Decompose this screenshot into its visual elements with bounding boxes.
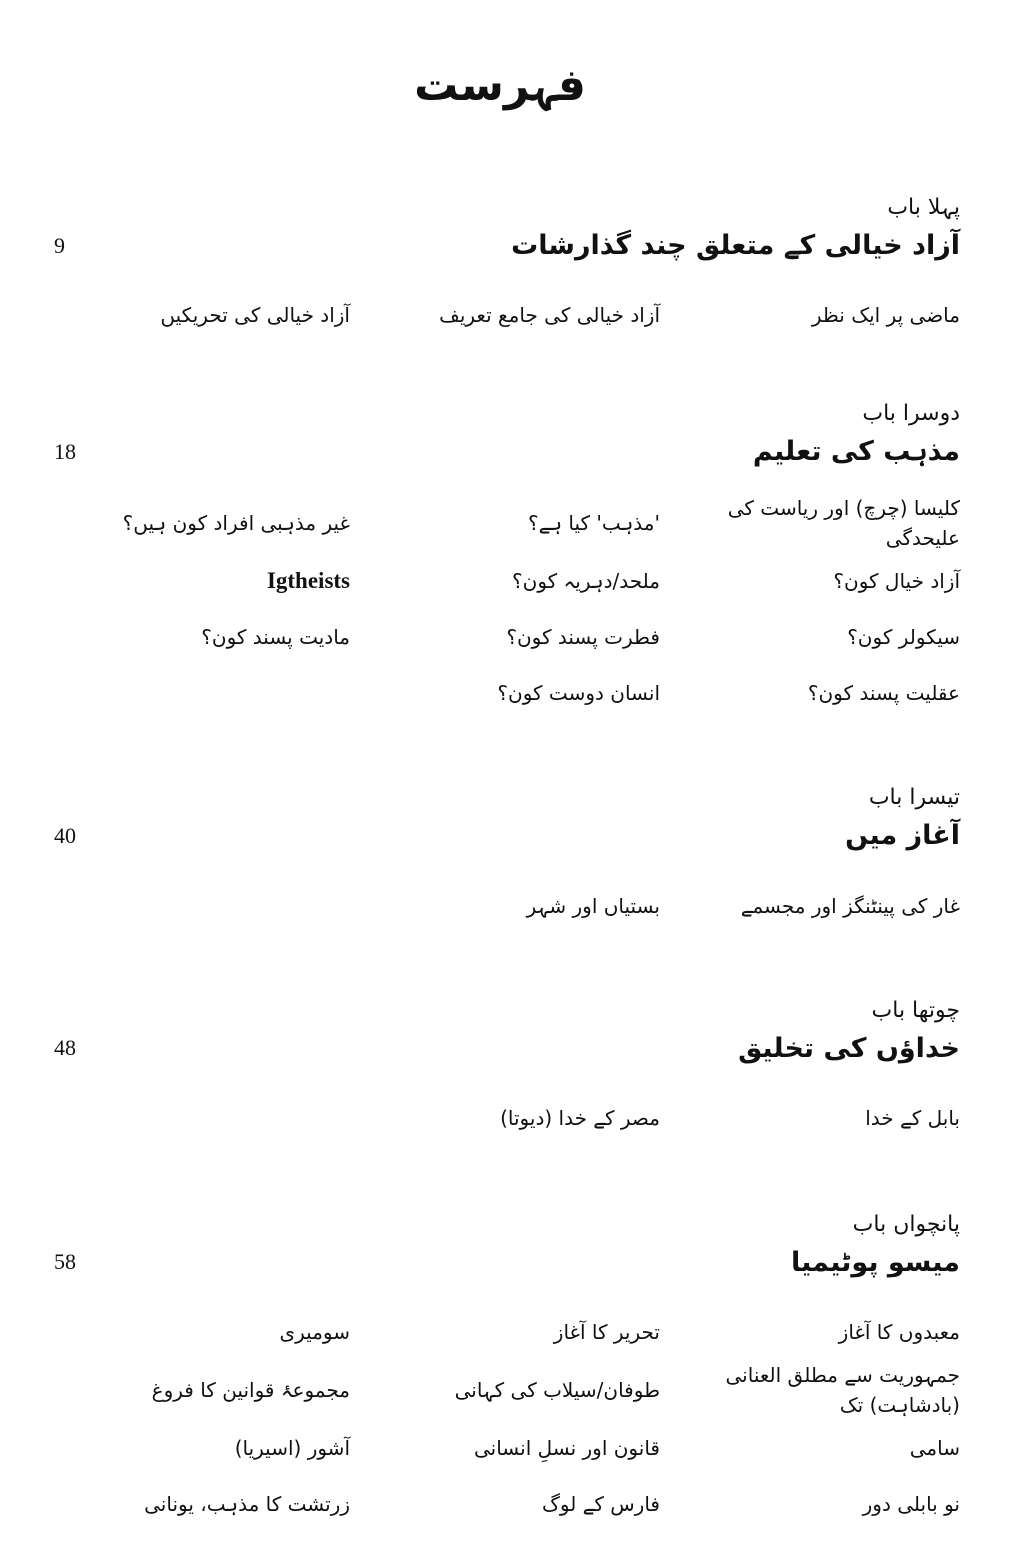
toc-entry: عقلیت پسند کون؟ (807, 681, 960, 706)
toc-entry: تحریر کا آغاز (553, 1319, 660, 1344)
toc-entry: Igtheists (266, 568, 350, 594)
toc-row (40, 1090, 960, 1146)
toc-row (40, 665, 960, 721)
toc-entry: طوفان/سیلاب کی کہانی (454, 1377, 660, 1402)
toc-entry: بابل کے خدا (865, 1105, 960, 1130)
chapter-page-number: 9 (54, 232, 65, 258)
toc-entry: نو بابلی دور (862, 1491, 960, 1516)
toc-row (40, 553, 960, 609)
chapter-title: میسو پوٹیمیا (790, 1246, 960, 1278)
toc-row (40, 493, 960, 553)
toc-entry: غار کی پینٹنگز اور مجسمے (740, 893, 960, 918)
toc-row (40, 1304, 960, 1360)
toc-entry: آشور (اسیریا) (234, 1435, 350, 1460)
chapter-label: تیسرا باب (868, 785, 960, 811)
chapter-page-number: 48 (54, 1035, 76, 1061)
toc-entry: معبدوں کا آغاز (838, 1319, 960, 1344)
toc-entry: آزاد خیالی کی جامع تعریف (439, 303, 660, 328)
chapter-title: مذہب کی تعلیم (752, 436, 960, 468)
chapter-label: پہلا باب (887, 195, 960, 220)
chapter-section-2 (40, 397, 960, 721)
toc-entry: قانون اور نسلِ انسانی (473, 1435, 660, 1460)
chapter-page-number: 40 (54, 822, 76, 848)
toc-row (40, 1360, 960, 1420)
toc-entry: زرتشت کا مذہب، یونانی (144, 1491, 350, 1516)
toc-entry: مادیت پسند کون؟ (201, 625, 350, 650)
chapter-section-3 (40, 781, 960, 933)
toc-row (40, 287, 960, 343)
toc-entry: ماضی پر ایک نظر (811, 303, 960, 328)
chapter-label: پانچواں باب (852, 1211, 960, 1237)
toc-entry: سامی (909, 1435, 960, 1460)
toc-entry: آزاد خیالی کی تحریکیں (160, 303, 350, 328)
chapter-page-number: 18 (54, 438, 76, 464)
toc-entry: ملحد/دہریہ کون؟ (512, 569, 660, 594)
toc-entry: 'مذہب' کیا ہے؟ (528, 511, 660, 536)
toc-row (40, 1476, 960, 1532)
chapter-section-4 (40, 994, 960, 1146)
toc-row (40, 609, 960, 665)
toc-entry: آزاد خیال کون؟ (833, 569, 960, 594)
chapter-section-1 (40, 191, 960, 343)
toc-entry: مجموعۂ قوانین کا فروغ (151, 1377, 350, 1402)
toc-row (40, 878, 960, 934)
chapter-label: دوسرا باب (862, 401, 960, 427)
chapter-label: چوتھا باب (871, 997, 960, 1023)
toc-entry: جمہوریت سے مطلق العنانی (بادشاہت) تک (725, 1362, 960, 1417)
toc-entry: کلیسا (چرچ) اور ریاست کی علیحدگی (727, 496, 960, 551)
chapter-page-number: 58 (54, 1249, 76, 1275)
toc-entry: فارس کے لوگ (541, 1491, 660, 1516)
chapter-title: آغاز میں (845, 820, 960, 852)
chapter-title: خداؤں کی تخلیق (738, 1032, 960, 1064)
toc-row (40, 1420, 960, 1476)
toc-entry: مصر کے خدا (دیوتا) (500, 1105, 660, 1130)
toc-entry: سیکولر کون؟ (847, 625, 960, 650)
chapter-title: آزاد خیالی کے متعلق چند گذارشات (511, 230, 960, 261)
toc-entry: غیر مذہبی افراد کون ہیں؟ (122, 511, 350, 536)
page-title: فہرست (414, 60, 586, 111)
chapter-section-5 (40, 1208, 960, 1532)
toc-entry: سومیری (279, 1319, 350, 1344)
toc-entry: فطرت پسند کون؟ (506, 625, 660, 650)
toc-entry: انسان دوست کون؟ (497, 681, 660, 706)
toc-entry: بستیاں اور شہر (526, 893, 660, 918)
